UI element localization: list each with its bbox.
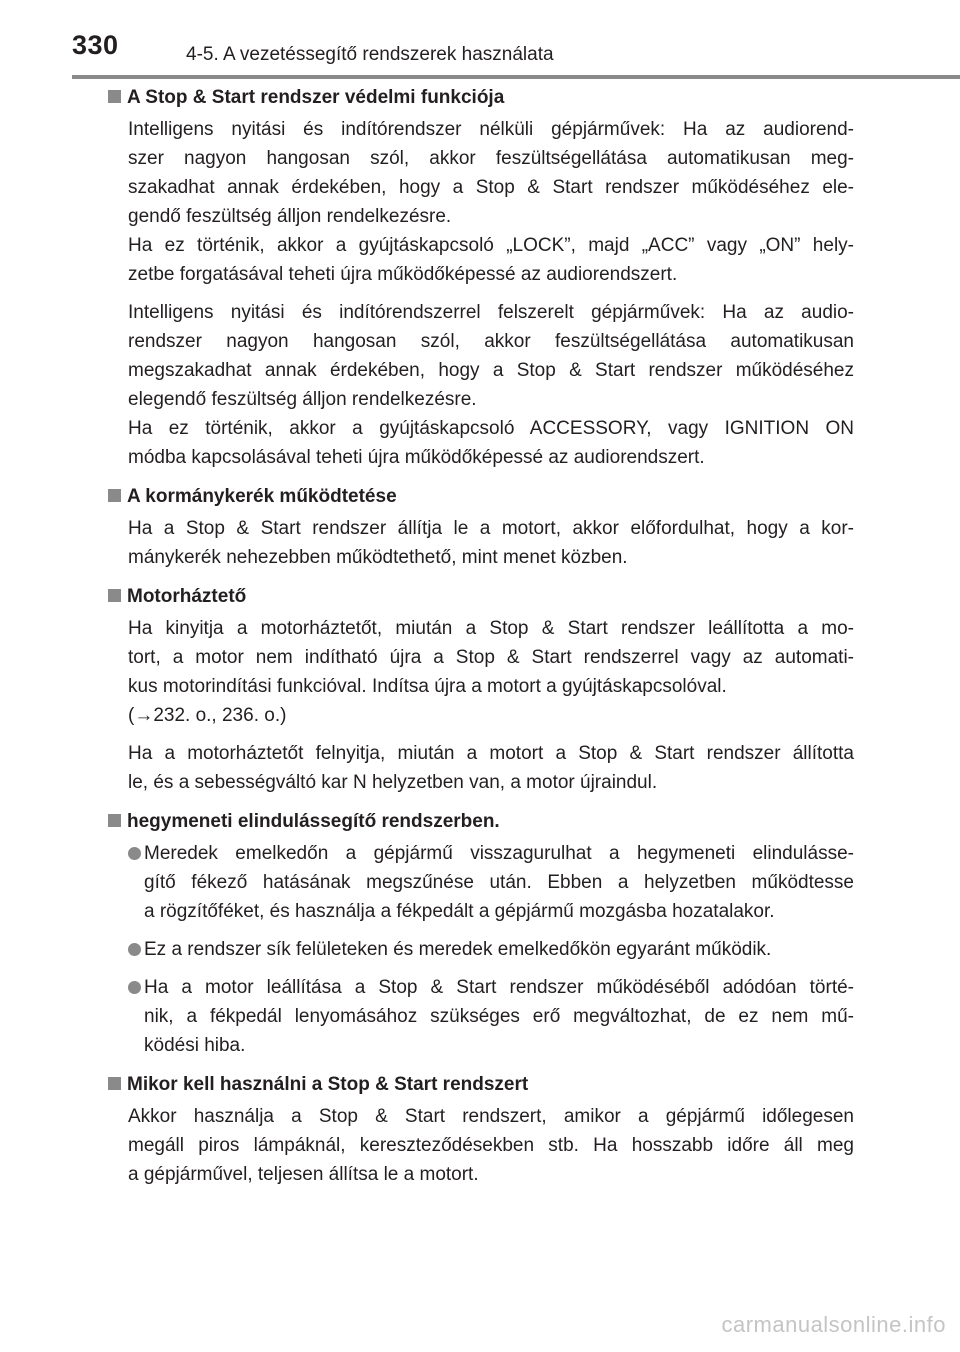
square-bullet-icon (108, 90, 121, 103)
paragraph-line: megszakadhat annak érdekében, hogy a Stop & Start rendszer működéséhez (128, 360, 854, 381)
bullet-line: a rögzítőféket, és használja a fékpedált a gépjármű mozgásba hozatalakor. (144, 901, 775, 922)
paragraph (128, 514, 854, 572)
header-divider (72, 75, 960, 79)
paragraph-line: le, és a sebességváltó kar N helyzetben van, a motor újraindul. (128, 772, 658, 793)
paragraph-line: (→232. o., 236. o.) (128, 705, 287, 726)
paragraph-line: zetbe forgatásával teheti újra működőképessé az audiorendszert. (128, 264, 678, 285)
bullet-item (128, 935, 854, 964)
circle-bullet-icon (128, 847, 141, 860)
paragraph-line: tort, a motor nem indítható újra a Stop & Start rendszerrel vagy az automati- (128, 647, 854, 668)
paragraph-line: rendszer nagyon hangosan szól, akkor feszültségellátása automatikusan (128, 331, 854, 352)
paragraph-line: Ha ez történik, akkor a gyújtáskapcsoló „LOCK”, majd „ACC” vagy „ON” hely- (128, 235, 854, 256)
section (108, 1071, 854, 1189)
bullet-item (128, 973, 854, 1060)
section-heading (108, 1071, 854, 1098)
paragraph-line: szakadhat annak érdekében, hogy a Stop & Start rendszer működéséhez ele- (128, 177, 854, 198)
page-content (108, 84, 854, 1200)
section-heading-text: A kormánykerék működtetése (127, 486, 397, 507)
square-bullet-icon (108, 814, 121, 827)
section-heading-text: Motorháztető (127, 586, 247, 607)
section (108, 808, 854, 1060)
section (108, 84, 854, 472)
page-number: 330 (72, 30, 119, 60)
page-header (0, 0, 960, 80)
circle-bullet-icon (128, 981, 141, 994)
paragraph-line: kus motorindítási funkcióval. Indítsa újra a motort a gyújtáskapcsolóval. (128, 676, 727, 697)
section-heading (108, 84, 854, 111)
paragraph-line: Akkor használja a Stop & Start rendszert, amikor a gépjármű időlegesen (128, 1106, 854, 1127)
paragraph-line: Ha ez történik, akkor a gyújtáskapcsoló ACCESSORY, vagy IGNITION ON (128, 418, 854, 439)
paragraph (128, 1102, 854, 1189)
square-bullet-icon (108, 1077, 121, 1090)
bullet-item (128, 839, 854, 926)
paragraph (128, 115, 854, 289)
section-heading-text: Mikor kell használni a Stop & Start rendszert (127, 1074, 529, 1095)
watermark: carmanualsonline.info (721, 1312, 946, 1337)
paragraph-line: Intelligens nyitási és indítórendszerrel felszerelt gépjárművek: Ha az audio- (128, 302, 854, 323)
paragraph-line: megáll piros lámpáknál, kereszteződésekben stb. Ha hosszabb időre áll meg (128, 1135, 854, 1156)
bullet-line: Ez a rendszer sík felületeken és meredek emelkedőkön egyaránt működik. (144, 939, 772, 960)
section-heading (108, 483, 854, 510)
paragraph (128, 614, 854, 730)
paragraph-line: szer nagyon hangosan szól, akkor feszültségellátása automatikusan meg- (128, 148, 854, 169)
paragraph-line: mánykerék nehezebben működtethető, mint menet közben. (128, 547, 628, 568)
section-heading (108, 808, 854, 835)
paragraph-line: Ha kinyitja a motorháztetőt, miután a Stop & Start rendszer leállította a mo- (128, 618, 854, 639)
paragraph-line: Ha a motorháztetőt felnyitja, miután a motort a Stop & Start rendszer állította (128, 743, 854, 764)
paragraph (128, 739, 854, 797)
paragraph-line: gendő feszültség álljon rendelkezésre. (128, 206, 452, 227)
bullet-line: Meredek emelkedőn a gépjármű visszagurulhat a hegymeneti elindulásse- (144, 843, 854, 864)
section-heading-text: hegymeneti elindulássegítő rendszerben. (127, 811, 500, 832)
bullet-line: nik, a fékpedál lenyomásához szükséges erő megváltozhat, de ez nem mű- (144, 1006, 854, 1027)
circle-bullet-icon (128, 943, 141, 956)
section-heading-text: A Stop & Start rendszer védelmi funkciója (127, 87, 505, 108)
square-bullet-icon (108, 589, 121, 602)
section (108, 483, 854, 572)
paragraph-line: elegendő feszültség álljon rendelkezésre. (128, 389, 477, 410)
paragraph-line: Ha a Stop & Start rendszer állítja le a motort, akkor előfordulhat, hogy a kor- (128, 518, 854, 539)
section (108, 583, 854, 797)
square-bullet-icon (108, 489, 121, 502)
section-heading (108, 583, 854, 610)
paragraph (128, 298, 854, 472)
bullet-line: Ha a motor leállítása a Stop & Start rendszer működéséből adódóan törté- (144, 977, 854, 998)
bullet-line: ködési hiba. (144, 1035, 246, 1056)
paragraph-line: Intelligens nyitási és indítórendszer nélküli gépjárművek: Ha az audiorend- (128, 119, 854, 140)
bullet-line: gítő fékező hatásának megszűnése után. Ebben a helyzetben működtesse (144, 872, 854, 893)
paragraph-line: módba kapcsolásával teheti újra működőképessé az audiorendszert. (128, 447, 705, 468)
paragraph-line: a gépjárművel, teljesen állítsa le a motort. (128, 1164, 479, 1185)
chapter-title: 4-5. A vezetéssegítő rendszerek használata (186, 44, 554, 65)
